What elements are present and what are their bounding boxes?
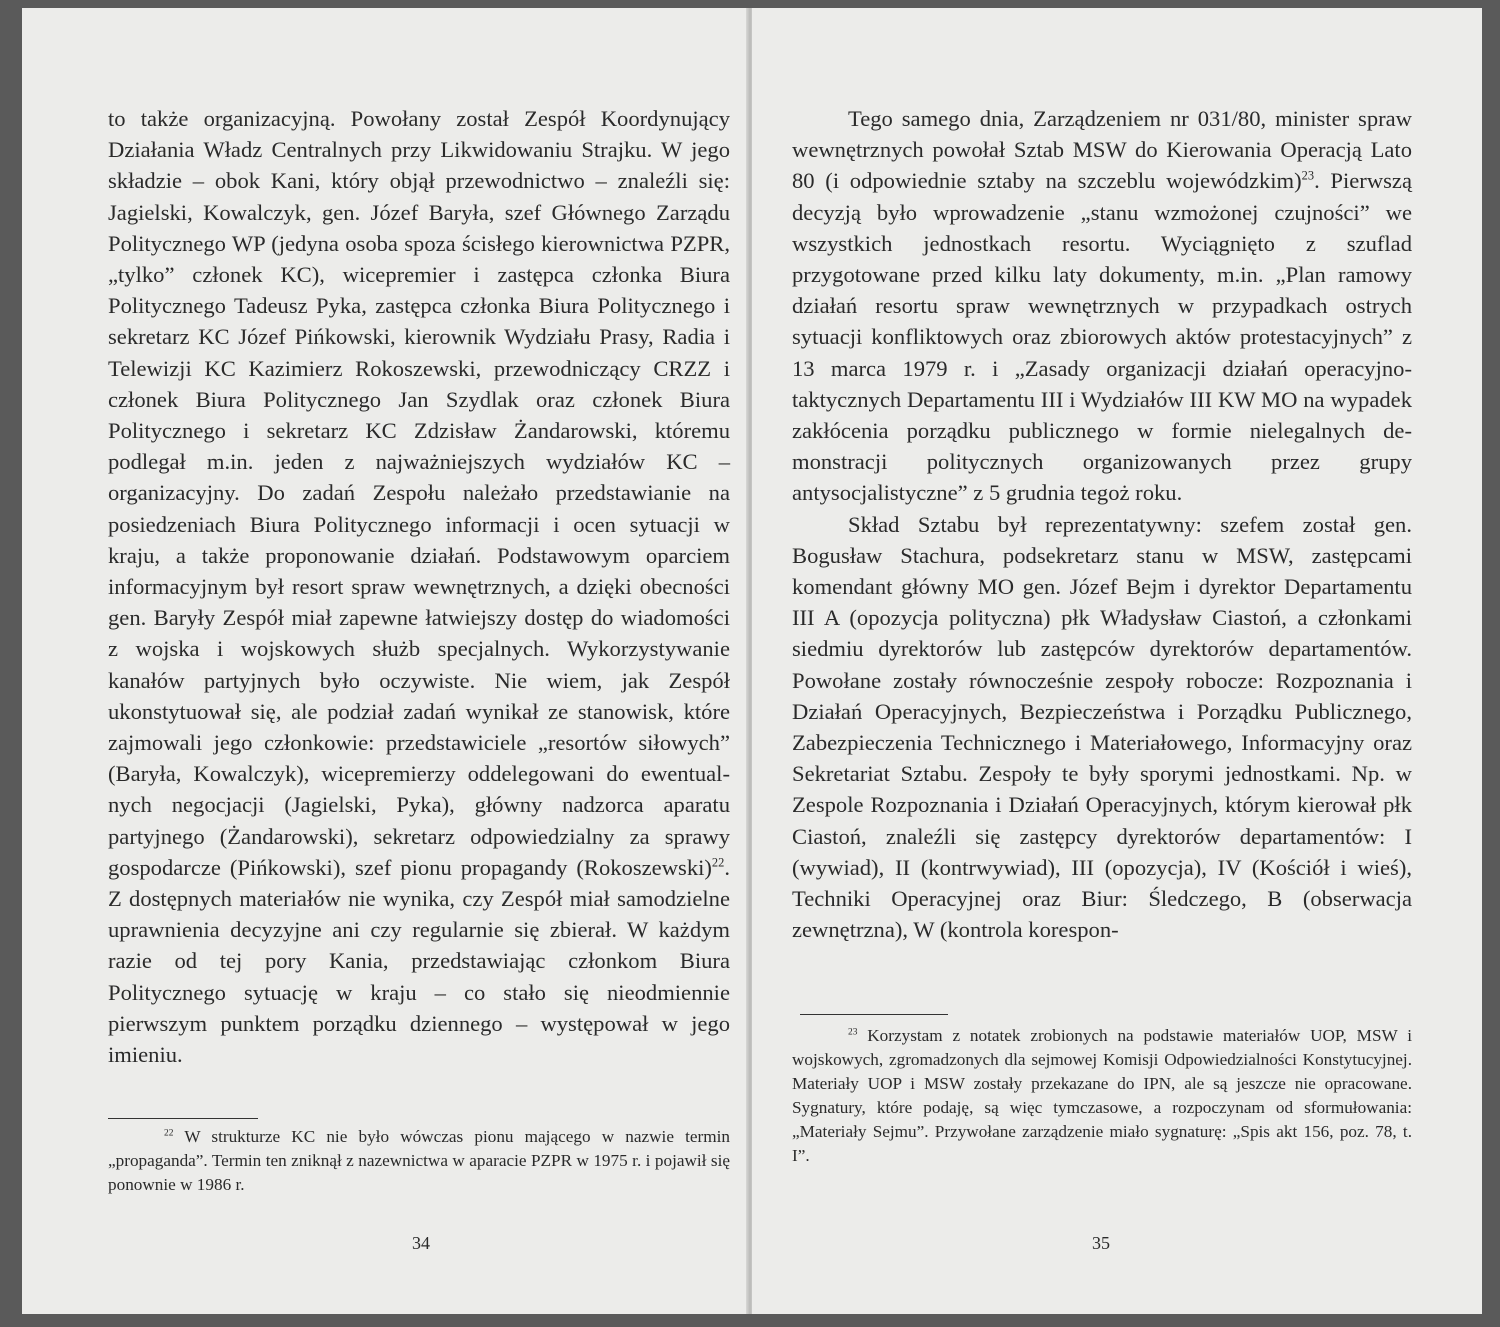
page-number-left: 34 — [412, 1233, 430, 1253]
left-text-part-2: . Z dostępnych materiałów nie wynika, czy Zespół miał samodzielne uprawnienia decyzyjne ani czy regularnie się zbierał. W każdym razie od tej pory Kania, przedstawiając członkom Biura Politycznego sytuację w kraju – co stało się nieodmiennie pierwszym punktem porządku dziennego – występował w jego imieniu. — [108, 854, 730, 1068]
footnote-number-22: 22 — [164, 1128, 174, 1139]
book-spread — [22, 8, 1482, 1314]
right-footnote — [792, 1024, 1412, 1168]
left-paragraph — [108, 103, 730, 1070]
left-text-part-1: to także organizacyjną. Powołany został Zespół Koordynujący Działania Władz Centralnych przy Likwidowaniu Strajku. W jego składzie – obok Kani, który objął przewodnictwo – znaleźli się: Jagielski, Kowalczyk, gen. Józef Baryła, szef Głównego Zarządu Politycznego WP (jedyna osoba spoza ścisłego kierownictwa PZPR, „tylko” członek KC), wicepremier i zastępca członka Biura Politycznego Tadeusz Pyka, zastępca członka Biura Politycznego i sekretarz KC Józef Pińkowski, kierownik Wydziału Prasy, Radia i Telewizji KC Kazimierz Rokoszewski, przewodniczący CRZZ i członek Biura Politycznego Jan Szydlak oraz członek Biura Politycznego i sekretarz KC Zdzisław Żandarowski, któremu podlegał m.in. jeden z najważniejszych wydziałów KC – organizacyjny. Do zadań Zespołu należało przedstawianie na posiedzeniach Biura Politycznego informacji i ocen sytuacji w kraju, a także proponowanie działań. Podstawowym oparciem informacyjnym był resort spraw wewnętrznych, a dzięki obecności gen. Baryły Zespół miał zapewne łatwiejszy dostęp do wiadomości z wojska i wojskowych służb specjalnych. Wykorzystywanie kanałów partyjnych było oczywiste. Nie wiem, jak Zespół ukonstytuował się, ale podział zadań wynikał ze stanowisk, które zajmowali jego członkowie: przedstawiciele „resortów siłowych” (Baryła, Kowalczyk), wicepremierzy oddelegowani do ewentualnych negocjacji (Jagielski, Pyka), główny nadzorca aparatu partyjnego (Żandarowski), sekretarz odpowiedzialny za sprawy gospodarcze (Pińkowski), szef pionu propagandy (Rokoszewski) — [108, 106, 730, 880]
footnote-ref-22[interactable]: 22 — [711, 855, 725, 870]
right-p1-text-b: . Pierwszą decyzją było wprowadzenie „stanu wzmożonej czujności” we wszystkich jednostkach resortu. Wyciągnięto z szuflad przygotowane przed kilku laty dokumenty, m.in. „Plan ramowy działań resortu spraw wewnętrznych w przypadkach ostrych sytuacji konfliktowych oraz zbiorowych aktów protestacyjnych” z 13 marca 1979 r. i „Zasady organizacji działań operacyjno-taktycznych Departamentu III i Wydziałów III KW MO na wypadek zakłócenia porządku publicznego w formie nielegalnych demonstracji politycznych organizowanych przez grupy antysocjalistyczne” z 5 grudnia tegoż roku. — [792, 168, 1412, 506]
footnote-number-23: 23 — [848, 1027, 858, 1038]
right-paragraph-1 — [792, 103, 1412, 509]
left-footnote-text: W strukturze KC nie było wówczas pionu mającego w nazwie termin „propaganda”. Termin ten zniknął z nazewnictwa w aparacie PZPR w 1975 r. i pojawił się ponownie w 1986 r. — [108, 1127, 730, 1194]
right-p1-text-a: Tego samego dnia, Zarządzeniem nr 031/80, minister spraw wewnętrznych powołał Sztab MSW do Kierowania Operacją Lato 80 (i odpowiednie sztaby na szczeblu wojewódzkim) — [792, 106, 1412, 194]
right-page — [752, 8, 1482, 1314]
right-footnote-text: Korzystam z notatek zrobionych na podstawie materiałów UOP, MSW i wojskowych, zgromadzonych dla sejmowej Komisji Odpowiedzialności Konstytucyjnej. Materiały UOP i MSW zostały przekazane do IPN, ale są jeszcze nie opracowane. Sygnatury, które podaję, są więc tymczasowe, a rozpoczynam od sformułowania: „Materiały Sejmu”. Przywołane zarządzenie miało sygnaturę: „Spis akt 156, poz. 78, t. I”. — [792, 1026, 1412, 1165]
right-paragraph-2: Skład Sztabu był reprezentatywny: szefem został gen. Bogusław Stachura, podsekretarz stanu w MSW, zastępcami komendant główny MO gen. Józef Bejm i dyrektor Departamentu III A (opozycja polityczna) płk Władysław Ciastoń, a członkami siedmiu dyrektorów lub zastępców dyrektorów departamentów. Powołane zostały równocześnie zespoły robocze: Rozpoznania i Działań Operacyjnych, Bezpieczeństwa i Porządku Publicznego, Zabezpieczenia Technicznego i Materiałowego, Informacyjny oraz Sekretariat Sztabu. Zespoły te były sporymi jednostkami. Np. w Zespole Rozpoznania i Działań Operacyjnych, którym kierował płk Ciastoń, znaleźli się zastępcy dyrektorów departamentów: I (wywiad), II (kontrwywiad), III (opozycja), IV (Kościół i wieś), Techniki Operacyjnej oraz Biur: Śledczego, B (obserwacja zewnętrzna), W (kontrola korespon- — [792, 511, 1412, 943]
left-footnote — [108, 1125, 730, 1197]
right-body-text — [792, 103, 1412, 945]
left-page — [22, 8, 748, 1314]
left-footnote-rule — [108, 1118, 258, 1119]
right-footnote-rule — [800, 1014, 948, 1015]
page-number-right: 35 — [1092, 1233, 1110, 1253]
footnote-ref-23[interactable]: 23 — [1301, 168, 1315, 183]
left-body-text — [108, 103, 730, 1070]
